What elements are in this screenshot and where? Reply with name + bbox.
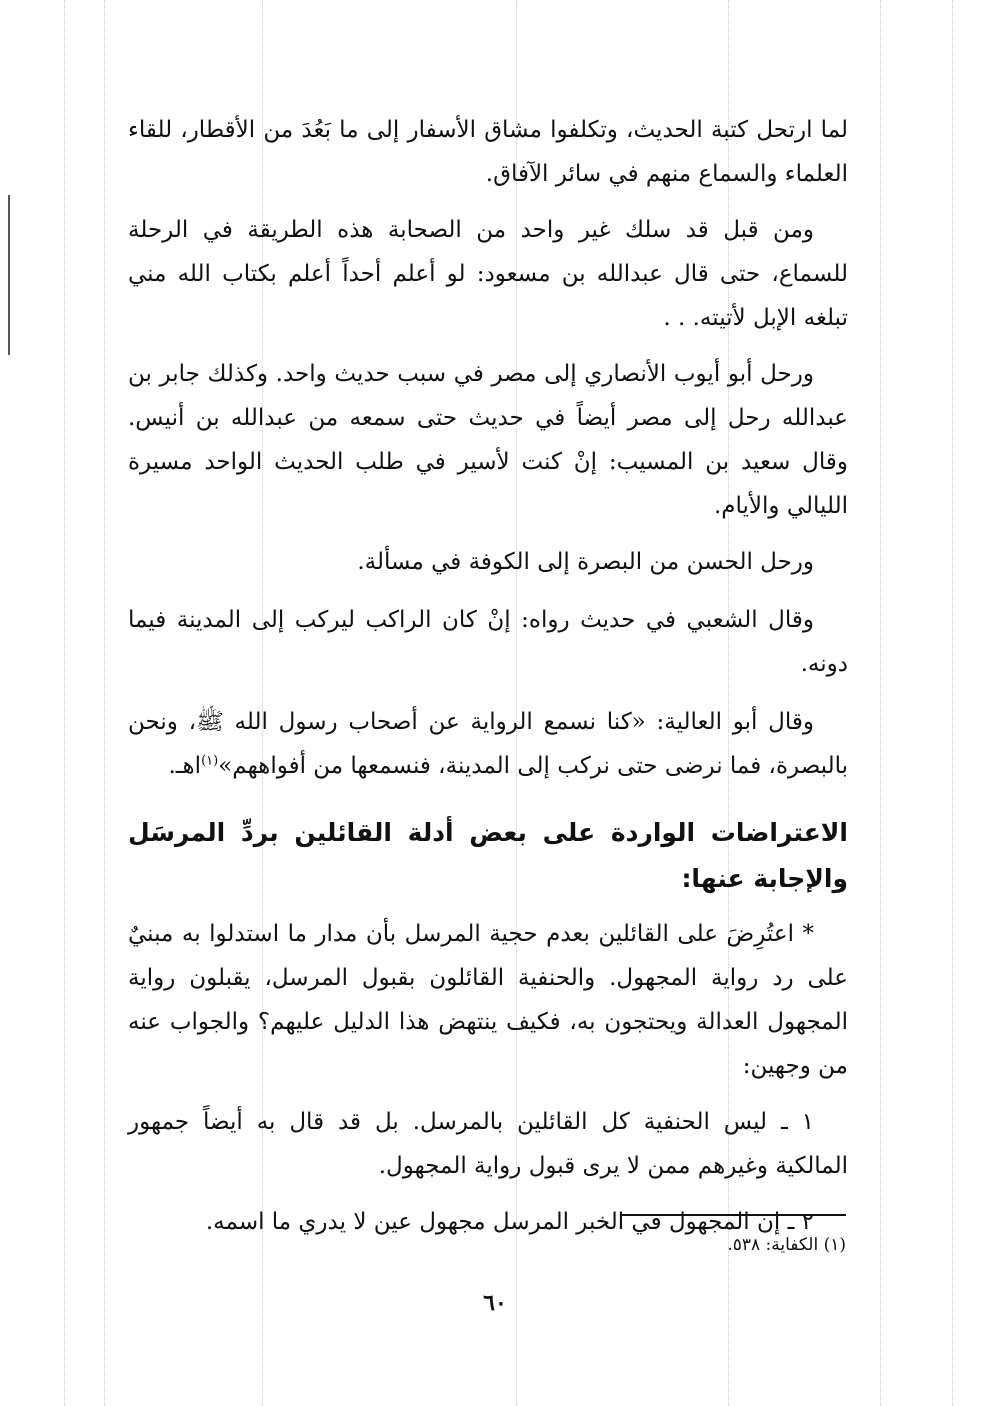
abu-aliya-quote: وقال أبو العالية: «كنا نسمع الرواية عن أصحاب رسول الله ﷺ، ونحن بالبصرة، فما نرضى حتى نركب إلى المدينة، فنسمعها من أفواههم» [128, 709, 848, 779]
main-text [128, 108, 848, 1256]
page-number: ٦٠ [483, 1290, 507, 1316]
section-heading: الاعتراضات الواردة على بعض أدلة القائلين بردِّ المرسَل والإجابة عنها: [128, 818, 848, 893]
footnote: (١) الكفاية: ٥٣٨. [727, 1235, 846, 1255]
answer-2: ٢ ـ إن المجهول في الخبر المرسل مجهول عين لا يدري ما اسمه. [205, 1209, 814, 1235]
paragraph-3: ورحل أبو أيوب الأنصاري إلى مصر في سبب حديث واحد. وكذلك جابر بن عبدالله رحل إلى مصر أيضاً في حديث حتى سمعه من عبدالله بن أنيس. وقال سعيد بن المسيب: إنْ كنت لأسير في طلب الحديث الواحد مسيرة الليالي والأيام. [128, 361, 848, 519]
scan-artifact-line [64, 0, 65, 1406]
scan-artifact-line [952, 0, 953, 1406]
answer-1: ١ ـ ليس الحنفية كل القائلين بالمرسل. بل قد قال به أيضاً جمهور المالكية وغيرهم ممن لا يرى قبول رواية المجهول. [128, 1109, 848, 1179]
paragraph-5: وقال الشعبي في حديث رواه: إنْ كان الراكب ليركب إلى المدينة فيما دونه. [128, 607, 848, 677]
objection-paragraph: * اعتُرِضَ على القائلين بعدم حجية المرسل بأن مدار ما استدلوا به مبنيٌ على رد رواية المجهول. والحنفية القائلون بقبول المرسل، يقبلون رواية المجهول العدالة ويحتجون به، فكيف ينتهض هذا الدليل عليهم؟ والجواب عنه من وجهين: [128, 921, 848, 1079]
scan-artifact-line [880, 0, 881, 1406]
abu-aliya-end: اهـ. [168, 753, 202, 779]
paragraph-abu-aliya [128, 700, 848, 788]
scan-artifact-line [104, 0, 105, 1406]
scan-edge-mark [8, 195, 10, 355]
footnote-divider [622, 1214, 846, 1216]
paragraph-1: لما ارتحل كتبة الحديث، وتكلفوا مشاق الأسفار إلى ما بَعُدَ من الأقطار، للقاء العلماء والسماع منهم في سائر الآفاق. [128, 117, 848, 187]
paragraph-2: ومن قبل قد سلك غير واحد من الصحابة هذه الطريقة في الرحلة للسماع، حتى قال عبدالله بن مسعود: لو أعلم أحداً أعلم بكتاب الله مني تبلغه الإبل لأتيته. . . [128, 217, 848, 331]
footnote-reference[interactable]: (١) [201, 753, 219, 769]
paragraph-4: ورحل الحسن من البصرة إلى الكوفة في مسألة. [357, 549, 814, 575]
